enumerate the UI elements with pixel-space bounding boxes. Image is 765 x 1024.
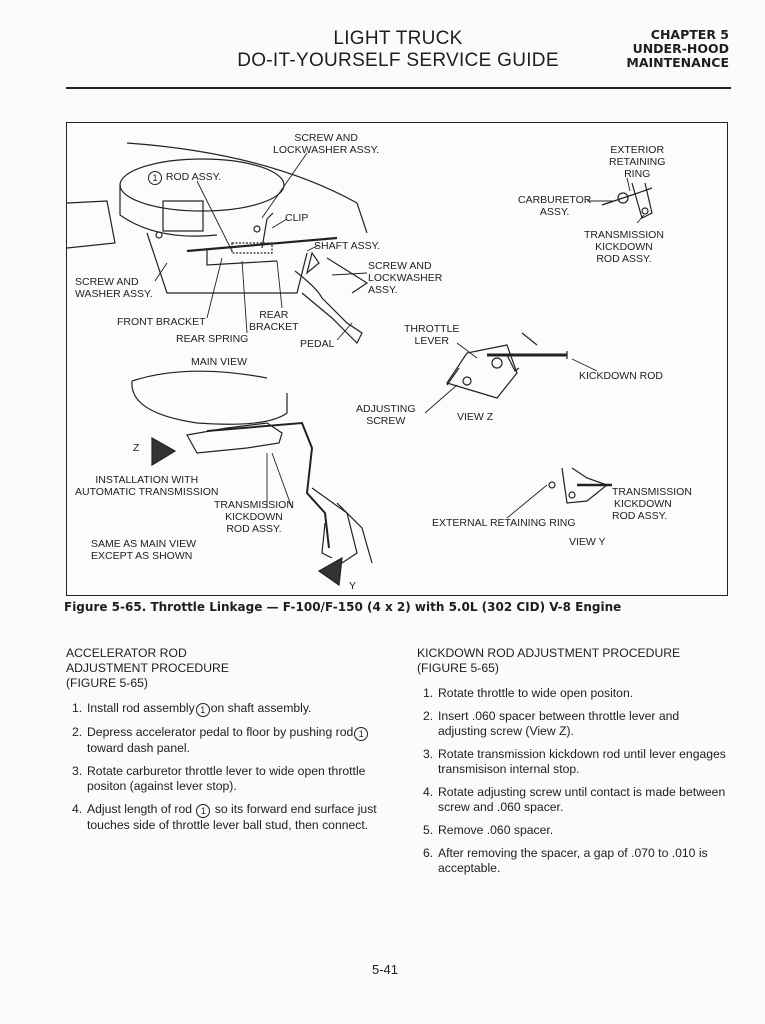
procedure-step: [417, 846, 731, 876]
label-line: SCREW: [366, 415, 406, 427]
procedure-steps: [417, 686, 731, 876]
step-number: 4.: [72, 802, 83, 816]
label-rear-spring: REAR SPRING: [176, 333, 249, 345]
figure-5-65: [66, 122, 728, 596]
view-y-drawing: [549, 468, 612, 503]
carburetor-detail-drawing: [602, 183, 652, 218]
heading-line: ADJUSTMENT PROCEDURE: [66, 661, 229, 675]
kickdown-rod-section: [417, 646, 731, 884]
label-line: LOCKWASHER: [368, 272, 443, 284]
label-rod-assy: [147, 171, 221, 185]
chapter-number: CHAPTER 5: [650, 27, 729, 42]
label-adjusting-screw: [356, 403, 416, 427]
heading-line: (FIGURE 5-65): [417, 661, 499, 675]
label-line: CARBURETOR: [518, 194, 592, 206]
step-number: 2.: [72, 725, 83, 739]
label-carburetor-assy: [518, 194, 591, 218]
callout-circle: 1: [196, 804, 210, 818]
label-line: ASSY.: [539, 206, 570, 218]
step-number: 3.: [423, 747, 434, 761]
label-exterior-retaining-ring: [609, 144, 665, 180]
label-line: RING: [624, 168, 651, 180]
step-text: Remove .060 spacer.: [438, 823, 554, 837]
label-y: Y: [349, 580, 357, 592]
page-header-title: [200, 28, 596, 72]
procedure-step: [66, 802, 386, 833]
step-text: on shaft assembly.: [210, 701, 312, 715]
procedure-step: [417, 823, 731, 838]
step-number: 3.: [72, 764, 83, 778]
label-line: RETAINING: [609, 156, 666, 168]
label-line: THROTTLE: [404, 323, 460, 335]
step-text: Rotate throttle to wide open positon.: [438, 686, 634, 700]
procedure-step: [417, 709, 731, 739]
section-heading: [66, 646, 386, 691]
procedure-step: [417, 747, 731, 777]
callout-circle: 1: [354, 727, 368, 741]
label-line: KICKDOWN: [225, 511, 283, 523]
step-text: Depress accelerator pedal to floor by pushing rod: [87, 725, 354, 739]
label-tkr-right: [612, 486, 692, 522]
label-clip: CLIP: [285, 212, 309, 224]
label-line: ROD ASSY.: [612, 510, 668, 522]
chapter-title-line-2: MAINTENANCE: [626, 55, 729, 70]
label-line: SAME AS MAIN VIEW: [91, 538, 197, 550]
procedure-step: [417, 785, 731, 815]
label-line: ROD ASSY.: [226, 523, 282, 535]
page-number: 5-41: [372, 962, 399, 977]
label-view-y: VIEW Y: [569, 536, 606, 548]
step-number: 5.: [423, 823, 434, 837]
accelerator-rod-section: [66, 646, 386, 841]
procedure-step: [66, 764, 386, 794]
label-line: SCREW AND: [75, 276, 139, 288]
step-text: After removing the spacer, a gap of .070 to .010 is acceptable.: [438, 846, 708, 875]
step-number: 1.: [72, 701, 83, 715]
label-pedal: PEDAL: [300, 338, 335, 350]
label-external-retaining-ring: EXTERNAL RETAINING RING: [432, 517, 576, 529]
label-line: TRANSMISSION: [584, 229, 664, 241]
label-line: WASHER ASSY.: [75, 288, 153, 300]
procedure-step: [66, 701, 386, 717]
label-line: EXTERIOR: [610, 144, 665, 156]
header-rule: [66, 87, 731, 89]
heading-line: KICKDOWN ROD ADJUSTMENT PROCEDURE: [417, 646, 681, 660]
step-number: 1.: [423, 686, 434, 700]
step-text: Rotate carburetor throttle lever to wide open throttle positon (against lever stop).: [87, 764, 366, 793]
step-text: Rotate adjusting screw until contact is made between screw and .060 spacer.: [438, 785, 726, 814]
step-text: Insert .060 spacer between throttle lever and adjusting screw (View Z).: [438, 709, 680, 738]
label-line: ROD ASSY.: [165, 171, 222, 183]
label-line: LOCKWASHER ASSY.: [273, 144, 380, 156]
label-line: ASSY.: [368, 284, 398, 296]
label-line: AUTOMATIC TRANSMISSION: [75, 486, 219, 498]
label-kickdown-rod: KICKDOWN ROD: [579, 370, 663, 382]
heading-line: (FIGURE 5-65): [66, 676, 148, 690]
label-line: INSTALLATION WITH: [95, 474, 199, 486]
label-line: SCREW AND: [368, 260, 432, 272]
label-installation: [75, 474, 219, 498]
label-line: KICKDOWN: [595, 241, 653, 253]
step-number: 2.: [423, 709, 434, 723]
procedure-step: [66, 725, 386, 756]
chapter-title-line-1: UNDER-HOOD: [632, 41, 729, 56]
header-title-line-1: LIGHT TRUCK: [333, 28, 463, 49]
label-main-view: MAIN VIEW: [191, 356, 248, 368]
throttle-linkage-illustration: [67, 123, 727, 595]
label-line: ADJUSTING: [356, 403, 416, 415]
step-text: so its forward end surface just touches side of throttle lever ball stud, then connect.: [87, 802, 377, 832]
heading-line: ACCELERATOR ROD: [66, 646, 187, 660]
label-same-as-main-view: [91, 538, 196, 562]
callout-circle: 1: [196, 703, 210, 717]
label-line: EXCEPT AS SHOWN: [91, 550, 193, 562]
step-text: toward dash panel.: [87, 741, 190, 755]
label-line: LEVER: [414, 335, 449, 347]
label-tkr-mid: [214, 499, 294, 535]
label-line: BRACKET: [249, 321, 299, 333]
label-line: REAR: [259, 309, 289, 321]
procedure-step: [417, 686, 731, 701]
label-line: SCREW AND: [294, 132, 358, 144]
label-line: TRANSMISSION: [612, 486, 692, 498]
header-title-line-2: DO-IT-YOURSELF SERVICE GUIDE: [237, 50, 559, 71]
figure-caption: Figure 5-65. Throttle Linkage — F-100/F-150 (4 x 2) with 5.0L (302 CID) V-8 Engine: [64, 600, 622, 614]
label-rear-bracket: [249, 309, 299, 333]
step-number: 4.: [423, 785, 434, 799]
label-screw-lockwasher-top: [273, 132, 379, 156]
label-z: Z: [133, 442, 140, 454]
label-throttle-lever: [404, 323, 459, 347]
label-screw-lockwasher-mid: [368, 260, 442, 296]
section-heading: [417, 646, 731, 676]
label-tkr-top: [584, 229, 664, 265]
label-screw-washer-assy: [75, 276, 153, 300]
label-shaft-assy: SHAFT ASSY.: [314, 240, 381, 252]
label-front-bracket: FRONT BRACKET: [117, 316, 206, 328]
view-z-drawing: [447, 333, 567, 398]
procedure-steps: [66, 701, 386, 833]
label-line: ROD ASSY.: [596, 253, 652, 265]
label-line: KICKDOWN: [614, 498, 672, 510]
chapter-header: [626, 28, 729, 70]
callout-circle-1: 1: [148, 171, 162, 185]
step-text: Adjust length of rod: [87, 802, 196, 816]
step-number: 6.: [423, 846, 434, 860]
label-line: TRANSMISSION: [214, 499, 294, 511]
label-view-z: VIEW Z: [457, 411, 494, 423]
step-text: Install rod assembly: [87, 701, 195, 715]
step-text: Rotate transmission kickdown rod until lever engages transmisison internal stop.: [438, 747, 726, 776]
